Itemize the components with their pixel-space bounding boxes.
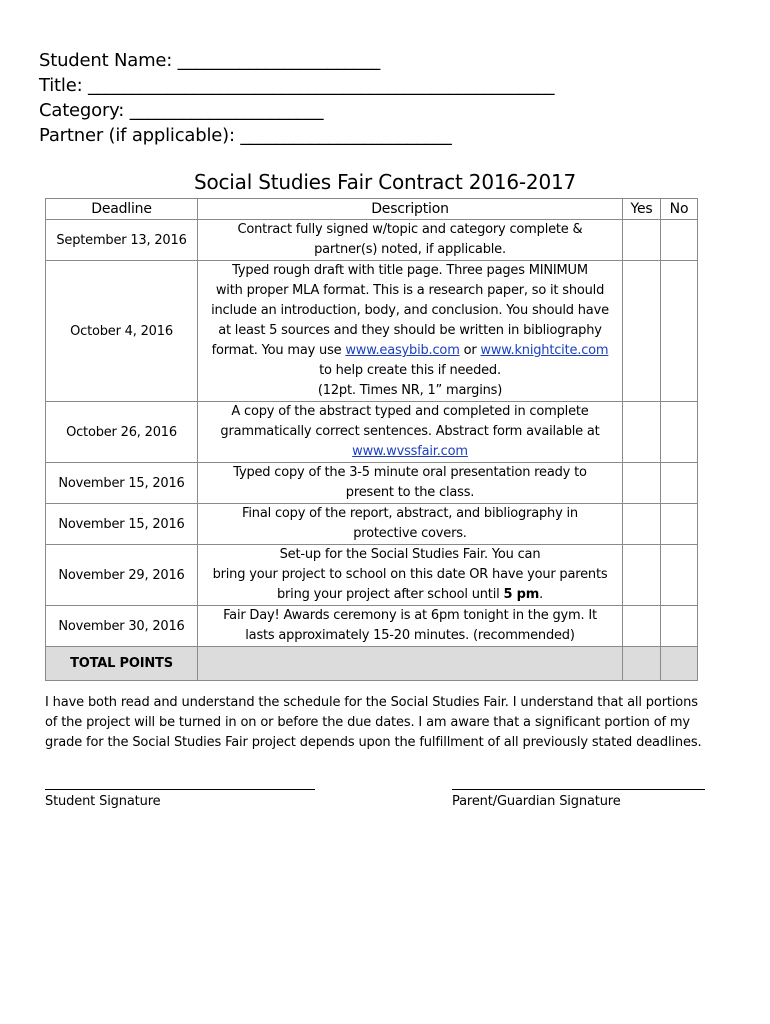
contract-table [45,198,698,681]
yes-checkbox-cell[interactable] [623,606,661,647]
description-header: Description [198,199,623,220]
parent-signature-block [452,775,705,809]
description-line [204,341,616,361]
description-text: format. You may use [211,343,346,358]
student-signature-block [45,775,315,809]
description-cell [198,545,623,606]
description-line: Final copy of the report, abstract, and bibliography in [242,506,578,521]
no-checkbox-cell[interactable] [661,261,698,402]
description-line: Contract fully signed w/topic and category complete & [237,222,583,237]
description-line [204,442,616,462]
deadline-cell: November 29, 2016 [46,545,198,606]
deadline-cell: October 4, 2016 [46,261,198,402]
category-field[interactable]: Category: ______________________ [39,100,324,121]
statement-line: I have both read and understand the schedule for the Social Studies Fair. I understand that all portions [45,695,698,710]
yes-checkbox-cell[interactable] [623,402,661,463]
description-line: bring your project to school on this date OR have your parents [212,567,608,582]
statement-line: grade for the Social Studies Fair project depends upon the fulfillment of all previously stated deadlines. [45,735,702,750]
table-row [46,402,698,463]
description-line: Typed copy of the 3-5 minute oral presentation ready to [233,465,587,480]
table-row [46,463,698,504]
no-checkbox-cell[interactable] [661,545,698,606]
table-row [46,545,698,606]
partner-field[interactable]: Partner (if applicable): ________________________ [39,125,452,146]
wvssfair-link[interactable]: www.wvssfair.com [352,444,468,459]
description-line: partner(s) noted, if applicable. [314,242,506,257]
yes-header: Yes [623,199,661,220]
description-line [204,585,616,605]
description-line: with proper MLA format. This is a research paper, so it should [215,283,605,298]
yes-checkbox-cell[interactable] [623,545,661,606]
description-line: Typed rough draft with title page. Three pages MINIMUM [232,263,588,278]
table-header-row [46,199,698,220]
description-line: Set-up for the Social Studies Fair. You can [279,547,541,562]
yes-checkbox-cell[interactable] [623,463,661,504]
title-field[interactable]: Title: _____________________________________________________ [39,75,555,96]
no-checkbox-cell[interactable] [661,402,698,463]
yes-checkbox-cell[interactable] [623,220,661,261]
description-cell [198,261,623,402]
knightcite-link[interactable]: www.knightcite.com [480,343,609,358]
deadline-cell: November 15, 2016 [46,504,198,545]
description-line: include an introduction, body, and conclusion. You should have [211,303,609,318]
table-row [46,606,698,647]
deadline-header: Deadline [46,199,198,220]
student-signature-line[interactable] [45,775,315,790]
header-fields [39,48,554,148]
description-text: or [459,343,481,358]
total-points-label: TOTAL POINTS [46,647,198,681]
description-cell [198,220,623,261]
description-line: grammatically correct sentences. Abstract form available at [220,424,600,439]
description-cell [198,463,623,504]
deadline-cell: November 30, 2016 [46,606,198,647]
description-line: at least 5 sources and they should be written in bibliography [218,323,602,338]
student-signature-label: Student Signature [45,794,161,809]
description-line: protective covers. [353,526,467,541]
table-row [46,261,698,402]
description-cell [198,402,623,463]
description-line: to help create this if needed. [319,363,501,378]
description-line: lasts approximately 15-20 minutes. (recommended) [245,628,575,643]
total-points-row [46,647,698,681]
total-points-yes-cell[interactable] [623,647,661,681]
description-line: (12pt. Times NR, 1” margins) [317,383,503,398]
description-line: A copy of the abstract typed and completed in complete [231,404,589,419]
no-checkbox-cell[interactable] [661,220,698,261]
total-points-description-cell [198,647,623,681]
easybib-link[interactable]: www.easybib.com [345,343,460,358]
deadline-time-emphasis: 5 pm [503,587,540,602]
acknowledgment-statement [45,693,735,753]
yes-checkbox-cell[interactable] [623,261,661,402]
description-text: bring your project after school until [276,587,504,602]
parent-signature-line[interactable] [452,775,705,790]
no-checkbox-cell[interactable] [661,463,698,504]
table-row [46,220,698,261]
description-text: . [539,587,544,602]
deadline-cell: September 13, 2016 [46,220,198,261]
no-checkbox-cell[interactable] [661,606,698,647]
statement-line: of the project will be turned in on or before the due dates. I am aware that a significant portion of my [45,715,690,730]
description-cell [198,606,623,647]
description-line: present to the class. [345,485,475,500]
description-cell [198,504,623,545]
table-row [46,504,698,545]
description-line: Fair Day! Awards ceremony is at 6pm tonight in the gym. It [223,608,597,623]
no-header: No [661,199,698,220]
no-checkbox-cell[interactable] [661,504,698,545]
student-name-field[interactable]: Student Name: _______________________ [39,50,381,71]
deadline-cell: October 26, 2016 [46,402,198,463]
parent-signature-label: Parent/Guardian Signature [452,794,621,809]
deadline-cell: November 15, 2016 [46,463,198,504]
total-points-no-cell[interactable] [661,647,698,681]
yes-checkbox-cell[interactable] [623,504,661,545]
contract-title: Social Studies Fair Contract 2016-2017 [193,170,577,194]
